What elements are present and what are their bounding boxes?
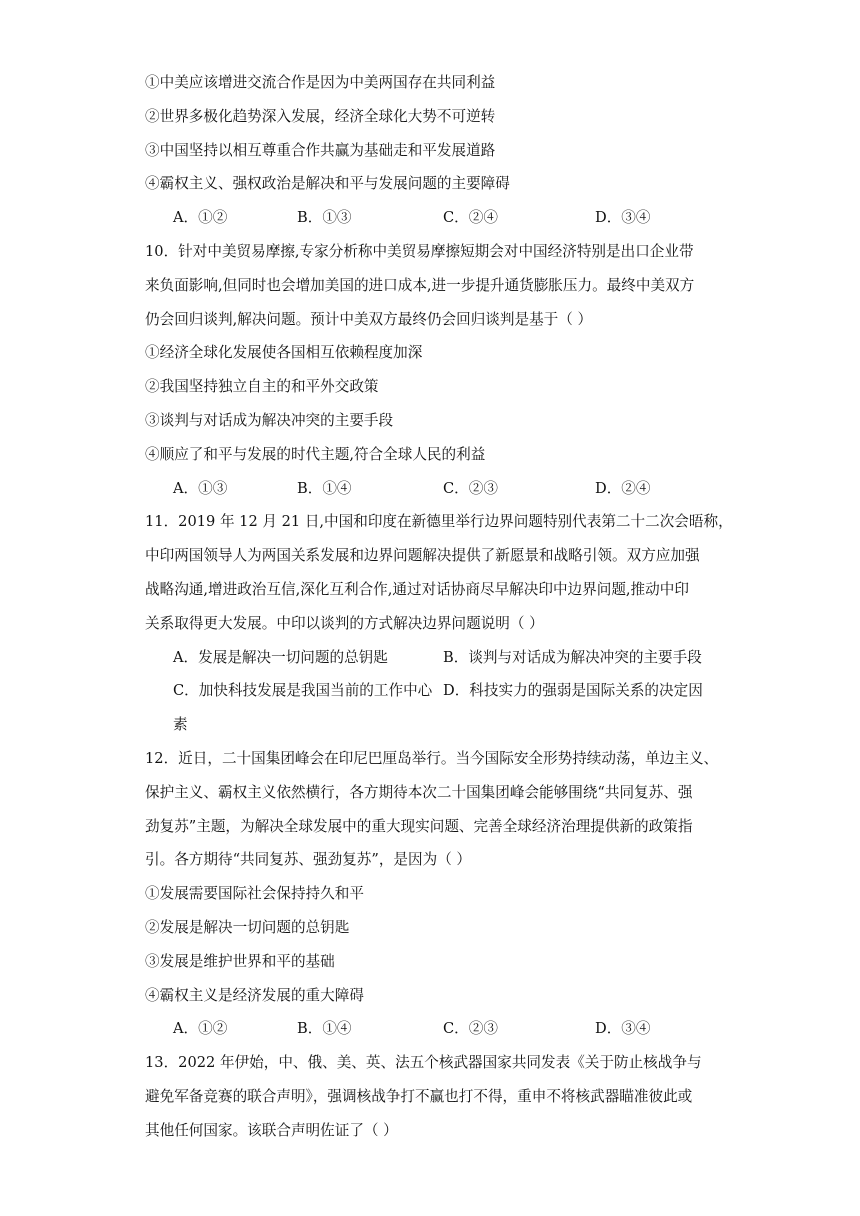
q9-options	[145, 201, 725, 235]
q10-option-c[interactable]: C．②③	[443, 479, 498, 497]
exam-page	[145, 66, 733, 1148]
q11-option-a[interactable]: A．发展是解决一切问题的总钥匙	[173, 648, 388, 666]
q11-options-row-2	[145, 674, 725, 708]
q11-stem-line: 战略沟通,增进政治互信,深化互利合作,通过对话协商尽早解决印中边界问题,推动中印	[145, 580, 689, 598]
q12-statement-2: ②发展是解决一切问题的总钥匙	[145, 918, 350, 936]
q13-stem-line: 避免军备竞赛的联合声明》，强调核战争打不赢也打不得，重申不将核武器瞄准彼此或	[145, 1087, 693, 1105]
q12-option-b[interactable]: B．①④	[297, 1020, 352, 1038]
q10-statement-4: ④顺应了和平与发展的时代主题,符合全球人民的利益	[145, 445, 486, 463]
q12-stem-line: 保护主义、霸权主义依然横行，各方期待本次二十国集团峰会能够围绕“共同复苏、强	[145, 783, 693, 801]
q12-statement-1: ①发展需要国际社会保持持久和平	[145, 885, 364, 903]
q12-options	[145, 1012, 725, 1046]
q11-option-d-continuation: 素	[173, 716, 188, 734]
q12-option-c[interactable]: C．②③	[443, 1020, 498, 1038]
question-10	[145, 235, 725, 505]
q12-option-a[interactable]: A．①②	[173, 1020, 228, 1038]
q10-option-a[interactable]: A．①③	[173, 479, 228, 497]
q10-option-d[interactable]: D．②④	[595, 479, 651, 497]
q12-stem-line: 12．近日，二十国集团峰会在印尼巴厘岛举行。当今国际安全形势持续动荡，单边主义、	[145, 749, 719, 767]
question-11	[145, 505, 733, 742]
q9-statement-3: ③中国坚持以相互尊重合作共赢为基础走和平发展道路	[145, 141, 496, 159]
q10-statement-3: ③谈判与对话成为解决冲突的主要手段	[145, 411, 394, 429]
q10-stem-line: 来负面影响,但同时也会增加美国的进口成本,进一步提升通货膨胀压力。最终中美双方	[145, 276, 695, 294]
q12-statement-4: ④霸权主义是经济发展的重大障碍	[145, 986, 364, 1004]
q10-stem-line: 仍会回归谈判,解决问题。预计中美双方最终仍会回归谈判是基于（ ）	[145, 310, 593, 328]
q13-stem-line: 13．2022 年伊始，中、俄、美、英、法五个核武器国家共同发表《关于防止核战争与	[145, 1054, 702, 1072]
q12-stem-line: 引。各方期待“共同复苏、强劲复苏”，是因为（ ）	[145, 851, 472, 869]
q11-option-d[interactable]: D．科技实力的强弱是国际关系的决定因	[443, 682, 703, 700]
q11-stem-line: 11．2019 年 12 月 21 日,中国和印度在新德里举行边界问题特别代表第二十二次会晤称，	[145, 513, 733, 531]
q11-option-c[interactable]: C．加快科技发展是我国当前的工作中心	[173, 682, 433, 700]
q10-option-b[interactable]: B．①④	[297, 479, 352, 497]
q11-options-row-1	[145, 641, 725, 675]
q13-stem-line: 其他任何国家。该联合声明佐证了（ ）	[145, 1121, 398, 1139]
q11-option-b[interactable]: B．谈判与对话成为解决冲突的主要手段	[443, 648, 702, 666]
q9-statement-2: ②世界多极化趋势深入发展，经济全球化大势不可逆转	[145, 107, 496, 125]
q11-stem-line: 关系取得更大发展。中印以谈判的方式解决边界问题说明（ ）	[145, 614, 544, 632]
q11-stem-line: 中印两国领导人为两国关系发展和边界问题解决提供了新愿景和战略引领。双方应加强	[145, 547, 700, 565]
q9-option-b[interactable]: B．①③	[297, 209, 352, 227]
question-13	[145, 1046, 725, 1147]
q9-option-a[interactable]: A．①②	[173, 209, 228, 227]
q10-options	[145, 472, 725, 506]
q9-statement-1: ①中美应该增进交流合作是因为中美两国存在共同利益	[145, 74, 496, 91]
q10-statement-1: ①经济全球化发展使各国相互依赖程度加深	[145, 344, 423, 362]
q10-statement-2: ②我国坚持独立自主的和平外交政策	[145, 378, 379, 396]
q12-option-d[interactable]: D．③④	[595, 1020, 651, 1038]
q12-statement-3: ③发展是维护世界和平的基础	[145, 952, 335, 970]
q9-option-d[interactable]: D．③④	[595, 209, 651, 227]
q12-stem-line: 劲复苏”主题，为解决全球发展中的重大现实问题、完善全球经济治理提供新的政策指	[145, 817, 693, 835]
q9-statement-4: ④霸权主义、强权政治是解决和平与发展问题的主要障碍	[145, 175, 510, 193]
q10-stem-line: 10．针对中美贸易摩擦,专家分析称中美贸易摩擦短期会对中国经济特别是出口企业带	[145, 242, 694, 260]
question-12	[145, 742, 725, 1046]
q9-statement-list	[145, 66, 725, 201]
q9-option-c[interactable]: C．②④	[443, 209, 498, 227]
